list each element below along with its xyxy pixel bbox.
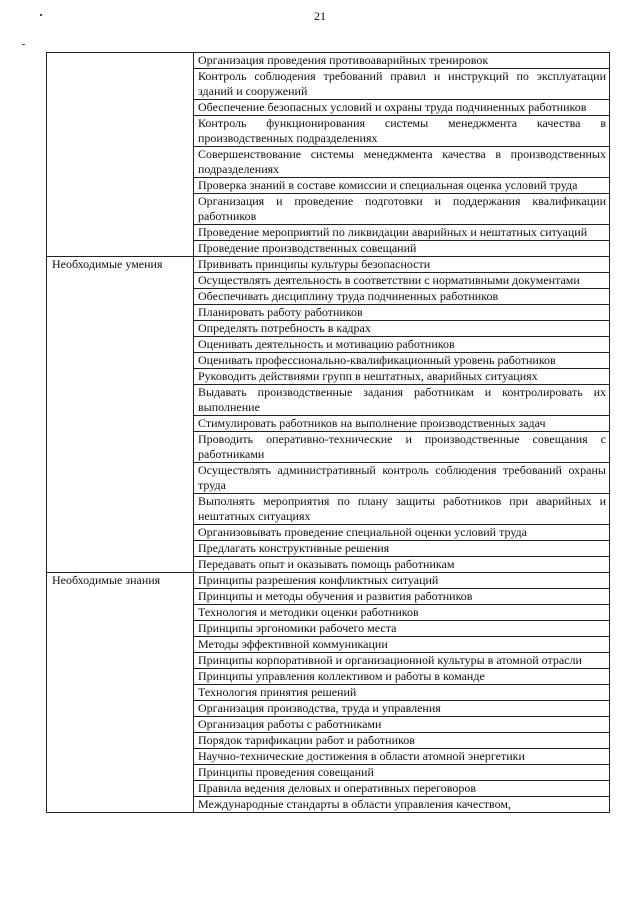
table-row: [47, 573, 610, 589]
table-cell-item: Контроль функционирования системы менеджмента качества в производственных подразделениях: [194, 116, 610, 147]
scan-speck: [22, 44, 25, 45]
table-cell-item: Организация работы с работниками: [194, 717, 610, 733]
table-cell-item: Прививать принципы культуры безопасности: [194, 257, 610, 273]
competency-table-body: [47, 53, 610, 813]
table-cell-item: Передавать опыт и оказывать помощь работникам: [194, 557, 610, 573]
table-cell-item: Проводить оперативно-технические и производственные совещания с работниками: [194, 432, 610, 463]
table-cell-item: Осуществлять административный контроль соблюдения требований охраны труда: [194, 463, 610, 494]
table-cell-item: Принципы управления коллективом и работы в команде: [194, 669, 610, 685]
table-cell-item: Принципы и методы обучения и развития работников: [194, 589, 610, 605]
table-cell-item: Правила ведения деловых и оперативных переговоров: [194, 781, 610, 797]
table-cell-item: Организовывать проведение специальной оценки условий труда: [194, 525, 610, 541]
table-cell-item: Научно-технические достижения в области атомной энергетики: [194, 749, 610, 765]
table-cell-item: Проведение мероприятий по ликвидации аварийных и нештатных ситуаций: [194, 225, 610, 241]
table-cell-item: Проведение производственных совещаний: [194, 241, 610, 257]
section-label: Необходимые знания: [47, 573, 194, 813]
page-number: 21: [314, 9, 326, 23]
table-cell-item: Методы эффективной коммуникации: [194, 637, 610, 653]
table-cell-item: Предлагать конструктивные решения: [194, 541, 610, 557]
table-cell-item: Принципы эргономики рабочего места: [194, 621, 610, 637]
table-cell-item: Оценивать деятельность и мотивацию работников: [194, 337, 610, 353]
competency-table: [46, 52, 610, 813]
table-cell-item: Обеспечение безопасных условий и охраны труда подчиненных работников: [194, 100, 610, 116]
table-cell-item: Руководить действиями групп в нештатных, аварийных ситуациях: [194, 369, 610, 385]
table-cell-item: Совершенствование системы менеджмента качества в производственных подразделениях: [194, 147, 610, 178]
section-label: [47, 53, 194, 257]
table-cell-item: Технология и методики оценки работников: [194, 605, 610, 621]
table-cell-item: Определять потребность в кадрах: [194, 321, 610, 337]
table-cell-item: Принципы корпоративной и организационной культуры в атомной отрасли: [194, 653, 610, 669]
table-cell-item: Организация производства, труда и управления: [194, 701, 610, 717]
table-cell-item: Контроль соблюдения требований правил и инструкций по эксплуатации зданий и сооружений: [194, 69, 610, 100]
table-cell-item: Стимулировать работников на выполнение производственных задач: [194, 416, 610, 432]
table-cell-item: Оценивать профессионально-квалификационный уровень работников: [194, 353, 610, 369]
table-cell-item: Организация и проведение подготовки и поддержания квалификации работников: [194, 194, 610, 225]
table-cell-item: Организация проведения противоаварийных тренировок: [194, 53, 610, 69]
table-cell-item: Технология принятия решений: [194, 685, 610, 701]
table-cell-item: Осуществлять деятельность в соответствии с нормативными документами: [194, 273, 610, 289]
table-cell-item: Принципы разрешения конфликтных ситуаций: [194, 573, 610, 589]
table-cell-item: Планировать работу работников: [194, 305, 610, 321]
table-cell-item: Выполнять мероприятия по плану защиты работников при аварийных и нештатных ситуациях: [194, 494, 610, 525]
table-row: [47, 53, 610, 69]
table-cell-item: Обеспечивать дисциплину труда подчиненных работников: [194, 289, 610, 305]
table-cell-item: Международные стандарты в области управления качеством,: [194, 797, 610, 813]
table-cell-item: Проверка знаний в составе комиссии и специальная оценка условий труда: [194, 178, 610, 194]
table-row: [47, 257, 610, 273]
section-label: Необходимые умения: [47, 257, 194, 573]
table-cell-item: Порядок тарификации работ и работников: [194, 733, 610, 749]
table-cell-item: Выдавать производственные задания работникам и контролировать их выполнение: [194, 385, 610, 416]
table-cell-item: Принципы проведения совещаний: [194, 765, 610, 781]
